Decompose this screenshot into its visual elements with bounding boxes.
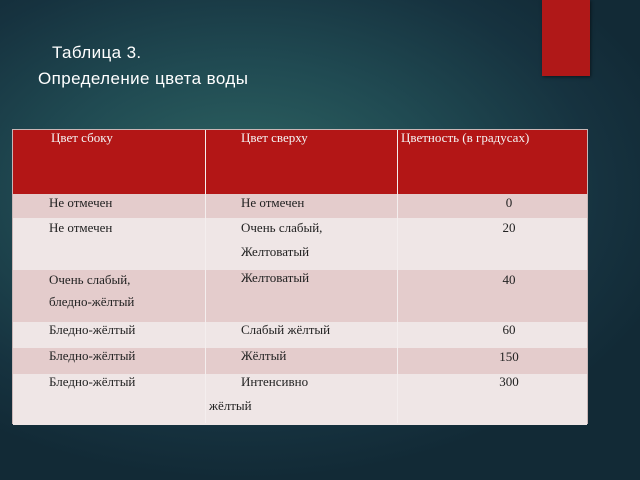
cell-side: Бледно-жёлтый: [49, 348, 136, 363]
table-number-title: Таблица 3.: [52, 43, 142, 62]
cell-top: жёлтый: [209, 398, 252, 413]
cell-degrees: 0: [505, 195, 513, 210]
cell-degrees: 150: [499, 349, 519, 364]
cell-side: бледно-жёлтый: [49, 294, 135, 309]
cell-top: Желтоватый: [241, 270, 310, 285]
cell-side: Бледно-жёлтый: [49, 374, 136, 389]
cell-side: Не отмечен: [49, 220, 113, 235]
cell-top: Не отмечен: [241, 195, 305, 210]
cell-degrees: 60: [502, 322, 516, 337]
red-ribbon-decoration: [542, 0, 590, 76]
header-side-color: Цвет сбоку: [51, 130, 113, 145]
cell-side: Очень слабый,: [49, 272, 131, 287]
cell-top: Жёлтый: [241, 348, 287, 363]
header-degrees: Цветность (в градусах): [401, 130, 530, 145]
column-divider: [205, 130, 206, 423]
cell-top: Желтоватый: [241, 244, 310, 259]
cell-degrees: 20: [502, 220, 516, 235]
page-title: Определение цвета воды: [38, 69, 249, 88]
cell-top: Слабый жёлтый: [241, 322, 331, 337]
header-top-color: Цвет сверху: [241, 130, 308, 145]
cell-degrees: 300: [499, 374, 519, 389]
cell-side: Бледно-жёлтый: [49, 322, 136, 337]
cell-top: Интенсивно: [241, 374, 309, 389]
column-divider: [397, 130, 398, 423]
cell-top: Очень слабый,: [241, 220, 323, 235]
water-color-table: [12, 129, 588, 424]
cell-side: Не отмечен: [49, 195, 113, 210]
cell-degrees: 40: [502, 272, 516, 287]
